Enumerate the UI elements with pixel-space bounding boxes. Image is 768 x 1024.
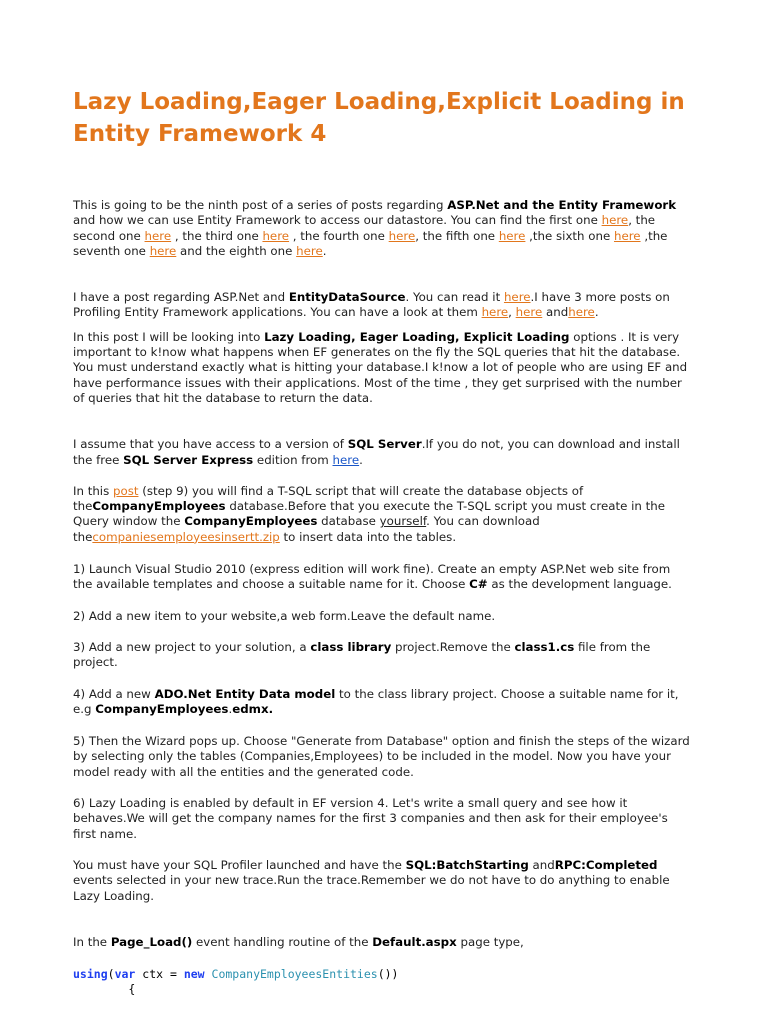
link-profiling-post-2[interactable]: here — [515, 305, 543, 320]
paragraph-page-load: In the Page_Load() event handling routine of the Default.aspx page type, — [73, 934, 524, 949]
step-4: 4) Add a new ADO.Net Entity Data model to the class library project. Choose a suitable name for it, e.g CompanyEmployees.edmx. — [73, 686, 679, 716]
paragraph-tsql-script: In this post (step 9) you will find a T-SQL script that will create the database objects of theCompanyEmployees database.Before that you execute the T-SQL script you must create in the Query window the CompanyEmployees database yourself. You can download thecompaniesemployeesinsertt.zip to insert data into the tables. — [73, 483, 665, 544]
paragraph-sql-server: I assume that you have access to a version of SQL Server.If you do not, you can download and install the free SQL Server Express edition from here. — [73, 437, 680, 467]
code-snippet: using(var ctx = new CompanyEmployeesEntities()) { — [73, 967, 399, 997]
link-first-post[interactable]: here — [601, 213, 629, 228]
link-profiling-post-3[interactable]: here — [568, 305, 595, 320]
paragraph-sql-profiler: You must have your SQL Profiler launched and have the SQL:BatchStarting andRPC:Completed events selected in your new trace.Run the trace.Remember we do not have to do anything to enable Lazy Loading. — [73, 857, 670, 903]
paragraph-entitydatasource: I have a post regarding ASP.Net and EntityDataSource. You can read it here.I have 3 more posts on Profiling Entity Framework applications. You can have a look at them here, here andhere. — [73, 290, 670, 320]
link-third-post[interactable]: here — [262, 228, 290, 243]
link-sql-express-download[interactable]: here — [332, 452, 360, 467]
link-fourth-post[interactable]: here — [388, 228, 416, 243]
step-6: 6) Lazy Loading is enabled by default in EF version 4. Let's write a small query and see how it behaves.We will get the company names for the first 3 companies and then ask for their employee's first name. — [73, 796, 668, 841]
link-second-post[interactable]: here — [144, 228, 172, 243]
link-sixth-post[interactable]: here — [613, 228, 641, 243]
paragraph-loading-options: In this post I will be looking into Lazy Loading, Eager Loading, Explicit Loading options . It is very important to k!now what happens when EF generates on the fly the SQL queries that hit the database. You must understand exactly what is hitting your database.I k!now a lot of people who are using EF and have performance issues with their applications. Most of the time , they get surprised with the number of queries that hit the database to return the data. — [73, 329, 688, 405]
paragraph-series-intro: This is going to be the ninth post of a series of posts regarding ASP.Net and the Entity Framework and how we can use Entity Framework to access our datastore. You can find the first one here, the second one here , the third one here , the fourth one here, the fifth one here ,the sixth one here ,the seventh one here and the eighth one here. — [73, 198, 677, 258]
link-profiling-post-1[interactable]: here — [481, 305, 509, 320]
step-5: 5) Then the Wizard pops up. Choose "Generate from Database" option and finish the steps of the wizard by selecting only the tables (Companies,Employees) to be included in the model. Now you have your model ready with all the entities and the generated code. — [73, 734, 690, 779]
code-open-brace: { — [128, 982, 136, 997]
link-seventh-post[interactable]: here — [149, 243, 177, 258]
article-body — [73, 198, 693, 998]
link-fifth-post[interactable]: here — [498, 228, 526, 243]
link-zip-download[interactable]: companiesemployeesinsertt.zip — [92, 529, 280, 544]
link-eighth-post[interactable]: here — [296, 243, 323, 258]
step-2: 2) Add a new item to your website,a web form.Leave the default name. — [73, 608, 496, 623]
article-title: Lazy Loading,Eager Loading,Explicit Loading in Entity Framework 4 — [73, 89, 685, 147]
link-entitydatasource-post[interactable]: here — [503, 290, 531, 305]
link-tsql-post[interactable]: post — [112, 483, 139, 498]
step-1: 1) Launch Visual Studio 2010 (express edition will work fine). Create an empty ASP.Net web site from the available templates and choose a suitable name for it. Choose C# as the development language. — [73, 562, 672, 592]
step-3: 3) Add a new project to your solution, a class library project.Remove the class1.cs file from the project. — [73, 639, 651, 670]
